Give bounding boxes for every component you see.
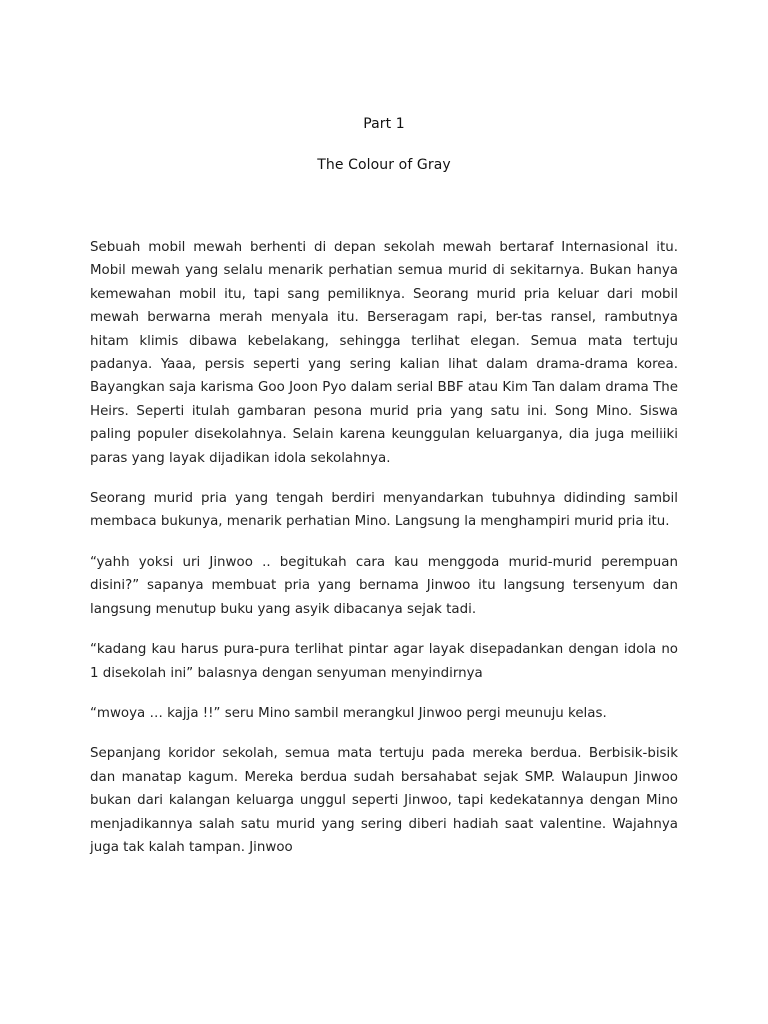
paragraph-3: “yahh yoksi uri Jinwoo .. begitukah cara kau menggoda murid-murid perempuan disini?” sapanya membuat pria yang bernama Jinwoo itu langsung tersenyum dan langsung menutup buku yang asyik dibacanya sejak tadi. — [90, 554, 678, 617]
part-title: Part 1 — [363, 116, 405, 132]
chapter-title: The Colour of Gray — [317, 157, 451, 173]
paragraph-1: Sebuah mobil mewah berhenti di depan sekolah mewah bertaraf Internasional itu. Mobil mewah yang selalu menarik perhatian semua murid di sekitarnya. Bukan hanya kemewahan mobil itu, tapi sang pemiliknya. Seorang murid pria keluar dari mobil mewah berwarna merah menyala itu. Berseragam rapi, ber-tas ransel, rambutnya hitam klimis dibawa kebelakang, sehingga terlihat elegan. Semua mata tertuju padanya. Yaaa, persis seperti yang sering kalian lihat dalam drama-drama korea. Bayangkan saja karisma Goo Joon Pyo dalam serial BBF atau Kim Tan dalam drama The Heirs. Seperti itulah gambaran pesona murid pria yang satu ini. Song Mino. Siswa paling populer disekolahnya. Selain karena keunggulan keluarganya, dia juga meiliiki paras yang layak dijadikan idola sekolahnya. — [90, 240, 678, 466]
paragraph-5: “mwoya … kajja !!” seru Mino sambil merangkul Jinwoo pergi meunuju kelas. — [90, 705, 607, 721]
paragraph-2: Seorang murid pria yang tengah berdiri menyandarkan tubuhnya didinding sambil membaca bukunya, menarik perhatian Mino. Langsung la menghampiri murid pria itu. — [90, 491, 678, 530]
paragraph-6: Sepanjang koridor sekolah, semua mata tertuju pada mereka berdua. Berbisik-bisik dan manatap kagum. Mereka berdua sudah bersahabat sejak SMP. Walaupun Jinwoo bukan dari kalangan keluarga unggul seperti Jinwoo, tapi kedekatannya dengan Mino menjadikannya salah satu murid yang sering diberi hadiah saat valentine. Wajahnya juga tak kalah tampan. Jinwoo — [90, 746, 678, 855]
story-body — [90, 236, 678, 876]
paragraph-4: “kadang kau harus pura-pura terlihat pintar agar layak disepadankan dengan idola no 1 disekolah ini” balasnya dengan senyuman menyindirnya — [90, 642, 678, 681]
